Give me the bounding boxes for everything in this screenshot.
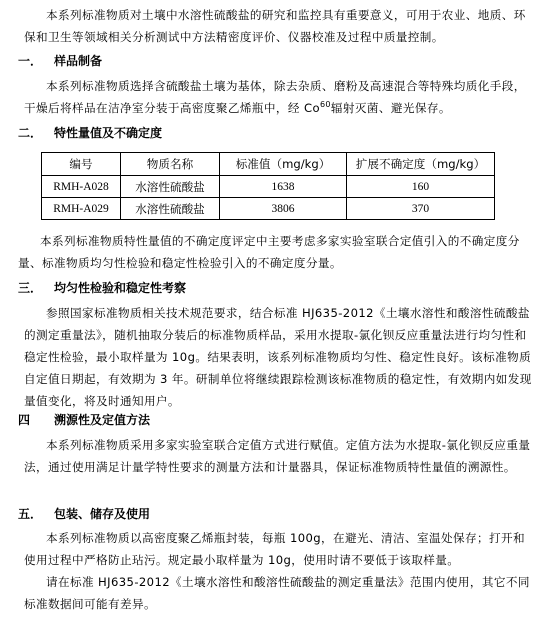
table-cell: 水溶性硫酸盐 xyxy=(121,176,220,198)
section-4-heading xyxy=(18,410,150,430)
table-row xyxy=(42,198,495,220)
table-row xyxy=(42,176,495,198)
section-5-number: 五． xyxy=(18,507,43,521)
table-header-cell: 物质名称 xyxy=(121,153,220,176)
section-4-number: 四 xyxy=(18,413,31,427)
table-header-cell: 扩展不确定度（mg/kg） xyxy=(347,153,495,176)
section-3-title: 均匀性检验和稳定性考察 xyxy=(54,281,187,295)
table-cell: 3806 xyxy=(220,198,347,220)
section-2-title: 特性量值及不确定度 xyxy=(54,126,163,140)
table-cell: 160 xyxy=(347,176,495,198)
section-5-heading xyxy=(18,504,150,524)
section-5-paragraph: 本系列标准物质以高密度聚乙烯瓶封装，每瓶 100g，在避光、清洁、室温处保存；打开和使用过程中严格防止玷污。规定最小取样量为 10g，使用时请不要低于该取样量。 xyxy=(24,531,525,567)
table-cell: RMH-A029 xyxy=(42,198,121,220)
section-2-paragraph: 本系列标准物质特性量值的不确定度评定中主要考虑多家实验室联合定值引入的不确定度分量、标准物质均匀性检验和稳定性检验引入的不确定度分量。 xyxy=(18,234,520,270)
section-1-number: 一． xyxy=(18,54,43,68)
intro-paragraph: 本系列标准物质对土壤中水溶性硫酸盐的研究和监控具有重要意义，可用于农业、地质、环保和卫生等领域相关分析测试中方法精密度评价、仪器校准及过程中质量控制。 xyxy=(24,8,526,44)
table-cell: 水溶性硫酸盐 xyxy=(121,198,220,220)
table-header-cell: 标准值（mg/kg） xyxy=(220,153,347,176)
cobalt-superscript: 60 xyxy=(319,100,331,110)
section-4-title: 溯源性及定值方法 xyxy=(54,413,151,427)
section-3-heading xyxy=(18,278,186,298)
table-cell: RMH-A028 xyxy=(42,176,121,198)
section-3-number: 三． xyxy=(18,281,43,295)
table-cell: 370 xyxy=(347,198,495,220)
section-2-heading xyxy=(18,123,162,143)
table-header-cell: 编号 xyxy=(42,153,121,176)
section-1-paragraph xyxy=(24,75,534,119)
section-5-paragraph-2: 请在标准 HJ635-2012《土壤水溶性和酸溶性硫酸盐的测定重量法》范围内使用，其它不同标准数据间可能有差异。 xyxy=(24,575,530,611)
section-2-number: 二． xyxy=(18,126,43,140)
section-5-title: 包装、储存及使用 xyxy=(54,507,151,521)
section-1-heading xyxy=(18,51,102,71)
section-1-title: 样品制备 xyxy=(54,54,103,68)
section-1-text-end: 辐射灭菌、避光保存。 xyxy=(330,101,451,115)
table-header-row xyxy=(42,153,495,176)
property-value-table xyxy=(41,152,495,220)
section-4-paragraph: 本系列标准物质采用多家实验室联合定值方式进行赋值。定值方法为水提取-氯化钡反应重量法，通过使用满足计量学特性要求的测量方法和计量器具，保证标准物质特性量值的溯源性。 xyxy=(24,438,531,474)
section-3-paragraph: 参照国家标准物质相关技术规范要求，结合标准 HJ635-2012《土壤水溶性和酸溶性硫酸盐的测定重量法》，随机抽取分装后的标准物质样品，采用水提取-氯化钡反应重量法进行均匀性和稳定性检验，最小取样量为 10g。结果表明，该系列标准物质均匀性、稳定性良好。该标准物质自定值日期起，有效期为 3 年。研制单位将继续跟踪检测该标准物质的稳定性，有效期内如发现量值变化，将及时通知用户。 xyxy=(24,306,532,408)
section-1-text: 本系列标准物质选择含硫酸盐土壤为基体，除去杂质、磨粉及高速混合等特殊均质化手段，干燥后将样品在洁净室分装于高密度聚乙烯瓶中，经 Co xyxy=(24,79,526,115)
table-cell: 1638 xyxy=(220,176,347,198)
